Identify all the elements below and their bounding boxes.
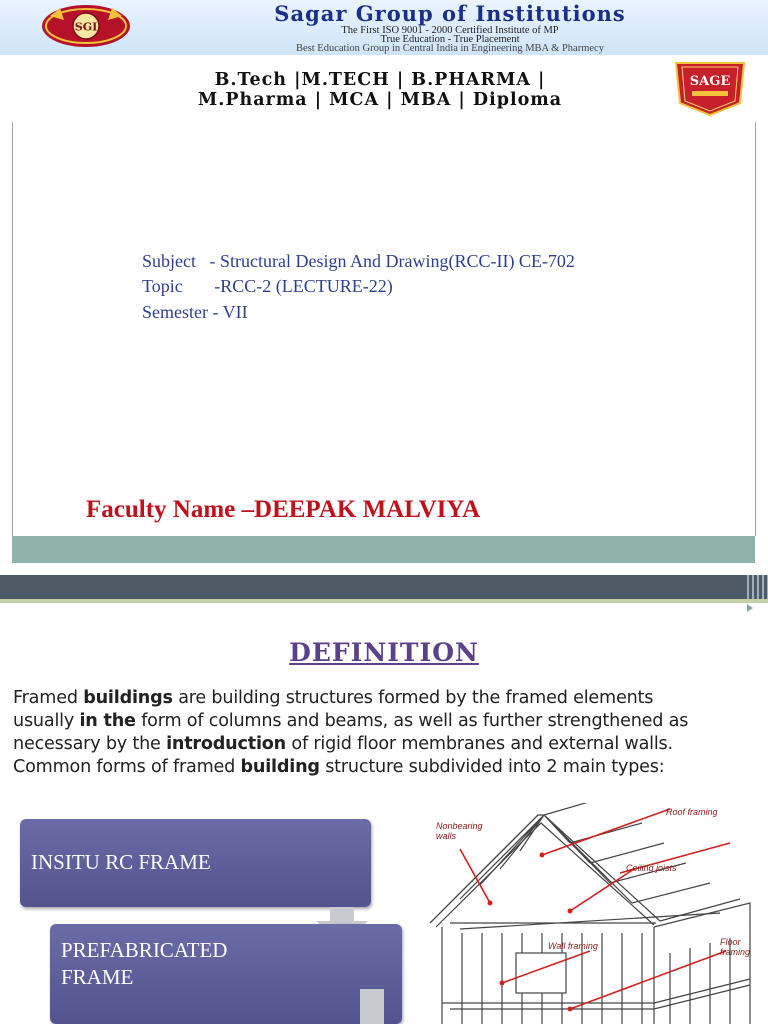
line-bold-text: building [240, 757, 320, 777]
down-arrow-icon [342, 989, 402, 1024]
subject-line: Subject - Structural Design And Drawing(RCC-II) CE-702 [142, 251, 575, 271]
line-text: structure subdivided into 2 main types: [319, 757, 665, 777]
label-roof-framing: Roof framing [666, 807, 718, 817]
header-accent-line [0, 599, 768, 603]
tagline-best-education: Best Education Group in Central India in Engineering MBA & Pharmecy [296, 43, 604, 54]
triangle-marker-icon [747, 604, 753, 612]
semester-line: Semester - VII [142, 302, 248, 322]
line-text: necessary by the [13, 734, 167, 754]
content-frame [12, 122, 756, 536]
line-text: of rigid floor membranes and external walls. [286, 734, 673, 754]
sgi-crest-logo [38, 2, 134, 50]
line-text: usually [13, 711, 80, 731]
line-bold-text: introduction [166, 734, 286, 754]
sage-logo-text: SAGE [689, 74, 731, 89]
courses-line-1: B.Tech |M.TECH | B.PHARMA | [214, 70, 546, 90]
flow-box-label: INSITU RC FRAME [31, 850, 211, 874]
courses-line-2: M.Pharma | MCA | MBA | Diploma [197, 90, 563, 110]
sgi-logo-text: SGI [74, 20, 98, 34]
slide-title: DEFINITION [289, 638, 479, 667]
definition-slide [0, 575, 768, 1024]
definition-line-2 [13, 711, 688, 731]
sage-university-logo [668, 57, 752, 119]
definition-line-4 [13, 757, 664, 777]
label-wall-framing: Wall framing [548, 941, 598, 951]
label-ceiling-joists: Ceiling joists [626, 863, 677, 873]
definition-line-3 [13, 734, 673, 754]
flow-box-label: PREFABRICATED FRAME [61, 938, 228, 989]
tagline-iso: The First ISO 9001 - 2000 Certified Institute of MP [341, 25, 559, 36]
line-bold-text: in the [79, 711, 136, 731]
topic-line: Topic -RCC-2 (LECTURE-22) [142, 276, 393, 296]
line-text: form of columns and beams, as well as further strengthened as [135, 711, 689, 731]
label-nonbearing-walls: Nonbearing walls [436, 821, 483, 841]
line-text: are building structures formed by the framed elements [172, 688, 654, 708]
tagline-placement: True Education - True Placement [380, 34, 520, 45]
footer-band [12, 536, 755, 563]
flow-box-insitu-rc-frame [20, 819, 371, 907]
line-text: Framed [13, 688, 84, 708]
label-floor-framing: Floor framing [720, 937, 751, 957]
institution-name: Sagar Group of Institutions [274, 1, 626, 26]
line-bold-text: buildings [83, 688, 173, 708]
institution-banner [0, 0, 768, 122]
header-stripes [744, 575, 768, 599]
line-text: Common forms of framed [13, 757, 241, 777]
definition-line-1 [13, 688, 653, 708]
faculty-name: Faculty Name –DEEPAK MALVIYA [86, 496, 481, 523]
header-bar [0, 575, 768, 599]
house-framing-diagram [420, 803, 765, 1024]
